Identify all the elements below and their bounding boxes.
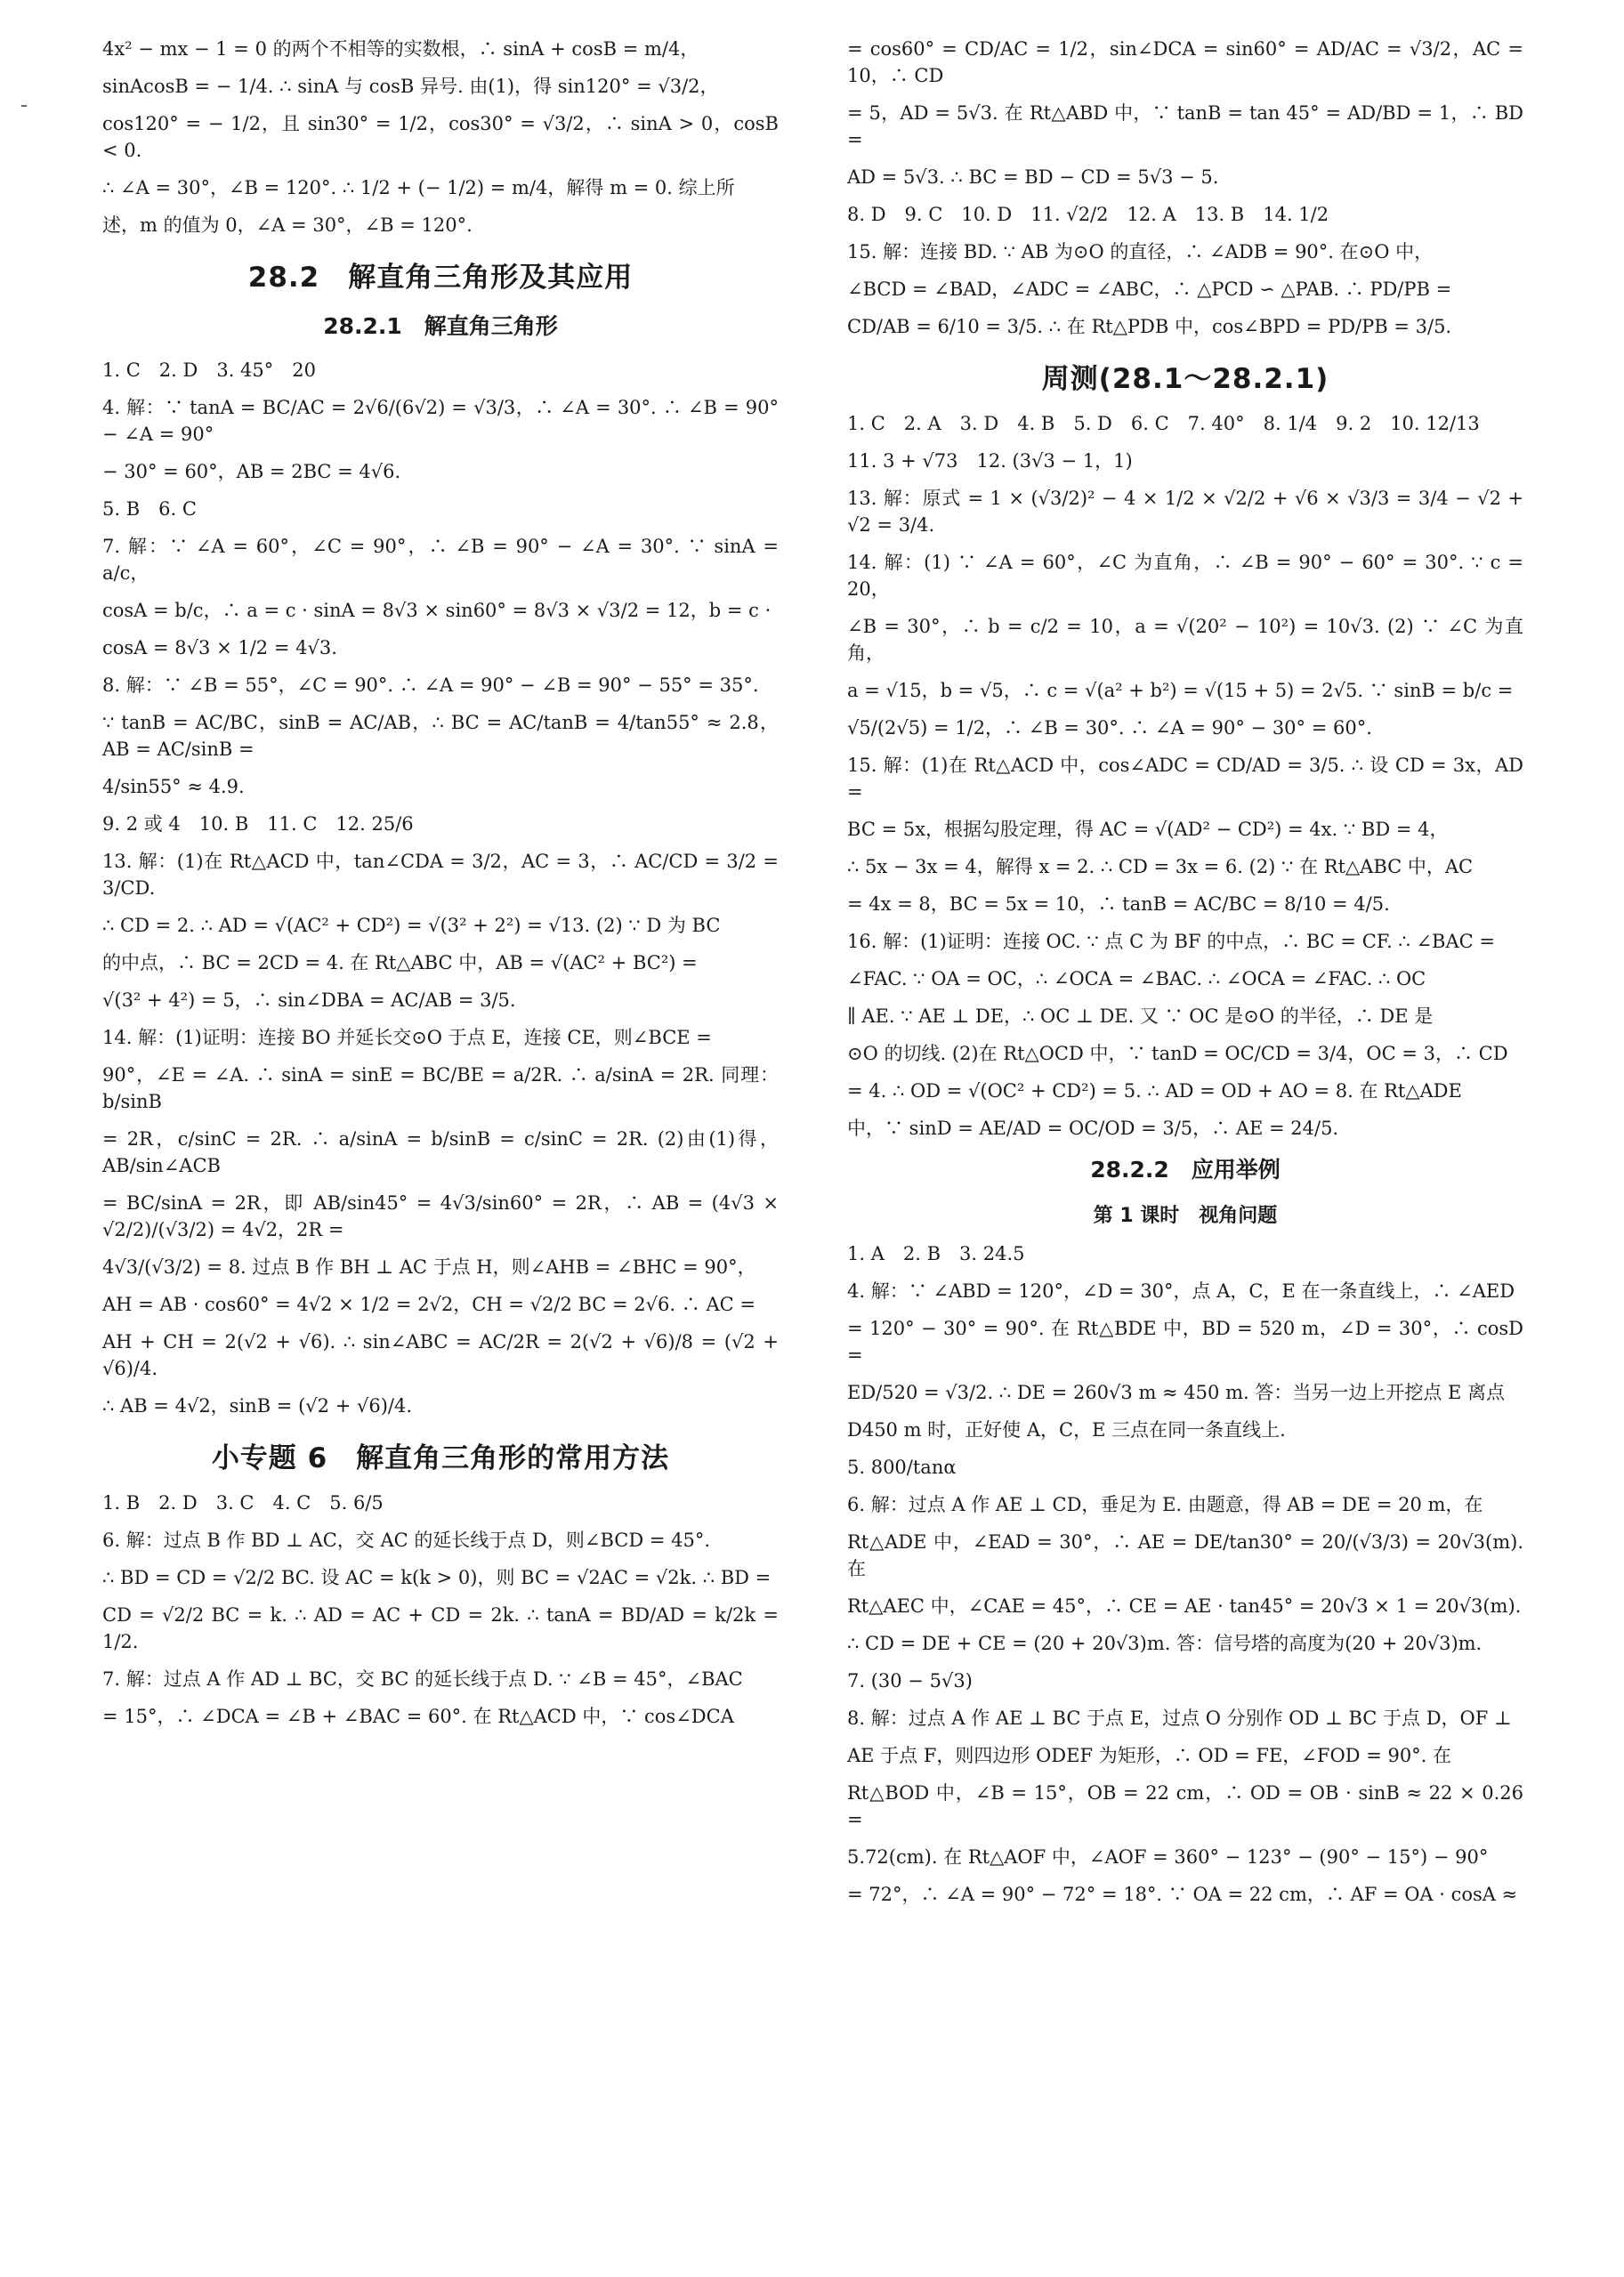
answer-line: = 5，AD = 5√3. 在 Rt△ABD 中，∵ tanB = tan 45° = AD/BD = 1，∴ BD = bbox=[847, 102, 1523, 150]
answer-line: Rt△BOD 中，∠B = 15°，OB = 22 cm，∴ OD = OB · sinB ≈ 22 × 0.26 = bbox=[847, 1782, 1523, 1830]
subsection-heading: 28.2.1 解直角三角形 bbox=[323, 313, 558, 339]
answer-line: ∠BCD = ∠BAD，∠ADC = ∠ABC，∴ △PCD ∽ △PAB. ∴ PD/PB = bbox=[847, 279, 1452, 300]
answer-line: a = √15，b = √5，∴ c = √(a² + b²) = √(15 + 5) = 2√5. ∵ sinB = b/c = bbox=[847, 680, 1514, 701]
section-heading: 28.2 解直角三角形及其应用 bbox=[247, 262, 634, 294]
answer-line: ∴ CD = DE + CE = (20 + 20√3)m. 答：信号塔的高度为(20 + 20√3)m. bbox=[847, 1633, 1483, 1654]
answer-line: 13. 解：(1)在 Rt△ACD 中，tan∠CDA = 3/2，AC = 3，∴ AC/CD = 3/2 = 3/CD. bbox=[102, 851, 779, 899]
answer-line: 1. A 2. B 3. 24.5 bbox=[847, 1243, 1025, 1264]
answer-line: 的中点，∴ BC = 2CD = 4. 在 Rt△ABC 中，AB = √(AC² + BC²) = bbox=[102, 952, 698, 973]
answer-line: CD/AB = 6/10 = 3/5. ∴ 在 Rt△PDB 中，cos∠BPD = PD/PB = 3/5. bbox=[847, 316, 1452, 337]
answer-line: ∠FAC. ∵ OA = OC，∴ ∠OCA = ∠BAC. ∴ ∠OCA = ∠FAC. ∴ OC bbox=[847, 968, 1426, 989]
answer-line: 7. (30 − 5√3) bbox=[847, 1670, 973, 1692]
answer-line: 8. D 9. C 10. D 11. √2/2 12. A 13. B 14. 1/2 bbox=[847, 204, 1329, 225]
answer-line: = 15°，∴ ∠DCA = ∠B + ∠BAC = 60°. 在 Rt△ACD 中，∵ cos∠DCA bbox=[102, 1706, 734, 1727]
answer-line: AE 于点 F，则四边形 ODEF 为矩形，∴ OD = FE，∠FOD = 90°. 在 bbox=[847, 1745, 1452, 1766]
answer-line: 中，∵ sinD = AE/AD = OC/OD = 3/5，∴ AE = 24/5. bbox=[847, 1118, 1339, 1139]
answer-line: 8. 解：过点 A 作 AE ⊥ BC 于点 E，过点 O 分别作 OD ⊥ BC 于点 D，OF ⊥ bbox=[847, 1708, 1512, 1729]
answer-line: 15. 解：(1)在 Rt△ACD 中，cos∠ADC = CD/AD = 3/5. ∴ 设 CD = 3x，AD = bbox=[847, 755, 1523, 803]
answer-line: 6. 解：过点 B 作 BD ⊥ AC，交 AC 的延长线于点 D，则∠BCD = 45°. bbox=[102, 1530, 711, 1551]
answer-line: Rt△AEC 中，∠CAE = 45°，∴ CE = AE · tan45° = 20√3 × 1 = 20√3(m). bbox=[847, 1595, 1522, 1617]
answer-line: BC = 5x，根据勾股定理，得 AC = √(AD² − CD²) = 4x. ∵ BD = 4， bbox=[847, 819, 1449, 840]
answer-line: 4. 解：∵ ∠ABD = 120°，∠D = 30°，点 A，C，E 在一条直线上，∴ ∠AED bbox=[847, 1280, 1515, 1302]
margin-mark bbox=[21, 105, 27, 107]
section-heading: 小专题 6 解直角三角形的常用方法 bbox=[211, 1442, 670, 1474]
answer-line: √5/(2√5) = 1/2，∴ ∠B = 30°. ∴ ∠A = 90° − 30° = 60°. bbox=[847, 717, 1372, 739]
answer-line: 8. 解：∵ ∠B = 55°，∠C = 90°. ∴ ∠A = 90° − ∠B = 90° − 55° = 35°. bbox=[102, 674, 759, 696]
answer-line: = 72°，∴ ∠A = 90° − 72° = 18°. ∵ OA = 22 cm，∴ AF = OA · cosA ≈ bbox=[847, 1884, 1518, 1905]
answer-line: sinAcosB = − 1/4. ∴ sinA 与 cosB 异号. 由(1)，得 sin120° = √3/2， bbox=[102, 76, 719, 97]
answer-line: 1. B 2. D 3. C 4. C 5. 6/5 bbox=[102, 1492, 384, 1514]
answer-line: cosA = b/c，∴ a = c · sinA = 8√3 × sin60° = 8√3 × √3/2 = 12，b = c · bbox=[102, 600, 772, 621]
answer-line: D450 m 时，正好使 A，C，E 三点在同一条直线上. bbox=[847, 1419, 1286, 1441]
answer-line: ∵ tanB = AC/BC，sinB = AC/AB，∴ BC = AC/tanB = 4/tan55° ≈ 2.8，AB = AC/sinB = bbox=[102, 712, 779, 760]
answer-line: 4√3/(√3/2) = 8. 过点 B 作 BH ⊥ AC 于点 H，则∠AHB = ∠BHC = 90°， bbox=[102, 1256, 756, 1278]
answer-line: 7. 解：∵ ∠A = 60°，∠C = 90°，∴ ∠B = 90° − ∠A = 30°. ∵ sinA = a/c， bbox=[102, 536, 779, 584]
answer-line: = cos60° = CD/AC = 1/2，sin∠DCA = sin60° = AD/AC = √3/2，AC = 10，∴ CD bbox=[847, 38, 1523, 86]
answer-line: 14. 解：(1)证明：连接 BO 并延长交⊙O 于点 E，连接 CE，则∠BCE = bbox=[102, 1027, 712, 1048]
answer-line: = 4. ∴ OD = √(OC² + CD²) = 5. ∴ AD = OD + AO = 8. 在 Rt△ADE bbox=[847, 1080, 1462, 1102]
answer-line: 4x² − mx − 1 = 0 的两个不相等的实数根，∴ sinA + cosB = m/4， bbox=[102, 38, 699, 60]
answer-line: ⊙O 的切线. (2)在 Rt△OCD 中，∵ tanD = OC/CD = 3/4，OC = 3，∴ CD bbox=[847, 1043, 1508, 1064]
answer-line: ∠B = 30°，∴ b = c/2 = 10，a = √(20² − 10²) = 10√3. (2) ∵ ∠C 为直角， bbox=[847, 616, 1523, 664]
answer-line: ∴ BD = CD = √2/2 BC. 设 AC = k(k > 0)，则 BC = √2AC = √2k. ∴ BD = bbox=[102, 1567, 772, 1588]
answer-line: √(3² + 4²) = 5，∴ sin∠DBA = AC/AB = 3/5. bbox=[102, 989, 516, 1011]
answer-line: 4/sin55° ≈ 4.9. bbox=[102, 776, 245, 797]
answer-line: ∴ 5x − 3x = 4，解得 x = 2. ∴ CD = 3x = 6. (2) ∵ 在 Rt△ABC 中，AC bbox=[847, 856, 1474, 877]
answer-line: 1. C 2. A 3. D 4. B 5. D 6. C 7. 40° 8. 1/4 9. 2 10. 12/13 bbox=[847, 413, 1480, 434]
answer-line: = 2R，c/sinC = 2R. ∴ a/sinA = b/sinB = c/sinC = 2R. (2)由(1)得，AB/sin∠ACB bbox=[102, 1128, 779, 1176]
right-column bbox=[847, 36, 1523, 1918]
answer-line: ∴ AB = 4√2，sinB = (√2 + √6)/4. bbox=[102, 1395, 413, 1417]
answer-line: 14. 解：(1) ∵ ∠A = 60°，∠C 为直角，∴ ∠B = 90° − 60° = 30°. ∵ c = 20， bbox=[847, 552, 1523, 600]
answer-line: AH = AB · cos60° = 4√2 × 1/2 = 2√2，CH = √2/2 BC = 2√6. ∴ AC = bbox=[102, 1294, 755, 1315]
answer-line: − 30° = 60°，AB = 2BC = 4√6. bbox=[102, 461, 401, 482]
answer-line: 9. 2 或 4 10. B 11. C 12. 25/6 bbox=[102, 813, 414, 835]
answer-line: Rt△ADE 中，∠EAD = 30°，∴ AE = DE/tan30° = 20/(√3/3) = 20√3(m). 在 bbox=[847, 1531, 1523, 1579]
answer-line: 1. C 2. D 3. 45° 20 bbox=[102, 359, 316, 381]
answer-line: = 120° − 30° = 90°. 在 Rt△BDE 中，BD = 520 m，∠D = 30°，∴ cosD = bbox=[847, 1318, 1523, 1366]
answer-line: 13. 解：原式 = 1 × (√3/2)² − 4 × 1/2 × √2/2 + √6 × √3/3 = 3/4 − √2 + √2 = 3/4. bbox=[847, 488, 1523, 536]
answer-line: cos120° = − 1/2，且 sin30° = 1/2，cos30° = √3/2，∴ sinA > 0，cosB < 0. bbox=[102, 113, 779, 161]
answer-line: 5.72(cm). 在 Rt△AOF 中，∠AOF = 360° − 123° − (90° − 15°) − 90° bbox=[847, 1846, 1489, 1868]
answer-line: CD = √2/2 BC = k. ∴ AD = AC + CD = 2k. ∴ tanA = BD/AD = k/2k = 1/2. bbox=[102, 1604, 779, 1652]
answer-line: AD = 5√3. ∴ BC = BD − CD = 5√3 − 5. bbox=[847, 166, 1219, 188]
answer-line: ∴ CD = 2. ∴ AD = √(AC² + CD²) = √(3² + 2²) = √13. (2) ∵ D 为 BC bbox=[102, 915, 721, 936]
answer-line: 7. 解：过点 A 作 AD ⊥ BC，交 BC 的延长线于点 D. ∵ ∠B = 45°，∠BAC bbox=[102, 1668, 743, 1690]
section-heading: 周测(28.1～28.2.1) bbox=[1041, 363, 1329, 395]
answer-line: 90°，∠E = ∠A. ∴ sinA = sinE = BC/BE = a/2R. ∴ a/sinA = 2R. 同理：b/sinB bbox=[102, 1064, 779, 1112]
answer-line: 15. 解：连接 BD. ∵ AB 为⊙O 的直径，∴ ∠ADB = 90°. 在⊙O 中， bbox=[847, 241, 1434, 262]
answer-line: AH + CH = 2(√2 + √6). ∴ sin∠ABC = AC/2R = 2(√2 + √6)/8 = (√2 + √6)/4. bbox=[102, 1331, 779, 1379]
answer-line: 4. 解：∵ tanA = BC/AC = 2√6/(6√2) = √3/3，∴ ∠A = 30°. ∴ ∠B = 90° − ∠A = 90° bbox=[102, 397, 779, 445]
answer-line: ∴ ∠A = 30°，∠B = 120°. ∴ 1/2 + (− 1/2) = m/4，解得 m = 0. 综上所 bbox=[102, 177, 735, 198]
answer-line: 11. 3 + √73 12. (3√3 − 1，1) bbox=[847, 450, 1133, 472]
answer-line: 述，m 的值为 0，∠A = 30°，∠B = 120°. bbox=[102, 214, 473, 236]
answer-line: ED/520 = √3/2. ∴ DE = 260√3 m ≈ 450 m. 答：当另一边上开挖点 E 离点 bbox=[847, 1382, 1506, 1403]
answer-line: 5. 800/tanα bbox=[847, 1457, 957, 1478]
answer-line: = BC/sinA = 2R，即 AB/sin45° = 4√3/sin60° = 2R，∴ AB = (4√3 × √2/2)/(√3/2) = 4√2，2R = bbox=[102, 1192, 779, 1240]
answer-line: ∥ AE. ∵ AE ⊥ DE，∴ OC ⊥ DE. 又 ∵ OC 是⊙O 的半径，∴ DE 是 bbox=[847, 1005, 1434, 1027]
answer-line: 5. B 6. C bbox=[102, 498, 197, 520]
answer-line: cosA = 8√3 × 1/2 = 4√3. bbox=[102, 637, 337, 658]
subsection-heading: 28.2.2 应用举例 bbox=[1090, 1157, 1281, 1183]
left-column bbox=[102, 36, 779, 1740]
lesson-heading: 第 1 课时 视角问题 bbox=[1093, 1205, 1278, 1227]
answer-line: = 4x = 8，BC = 5x = 10，∴ tanB = AC/BC = 8/10 = 4/5. bbox=[847, 893, 1390, 915]
answer-line: 16. 解：(1)证明：连接 OC. ∵ 点 C 为 BF 的中点，∴ BC = CF. ∴ ∠BAC = bbox=[847, 931, 1495, 952]
answer-line: 6. 解：过点 A 作 AE ⊥ CD，垂足为 E. 由题意，得 AB = DE = 20 m，在 bbox=[847, 1494, 1483, 1515]
